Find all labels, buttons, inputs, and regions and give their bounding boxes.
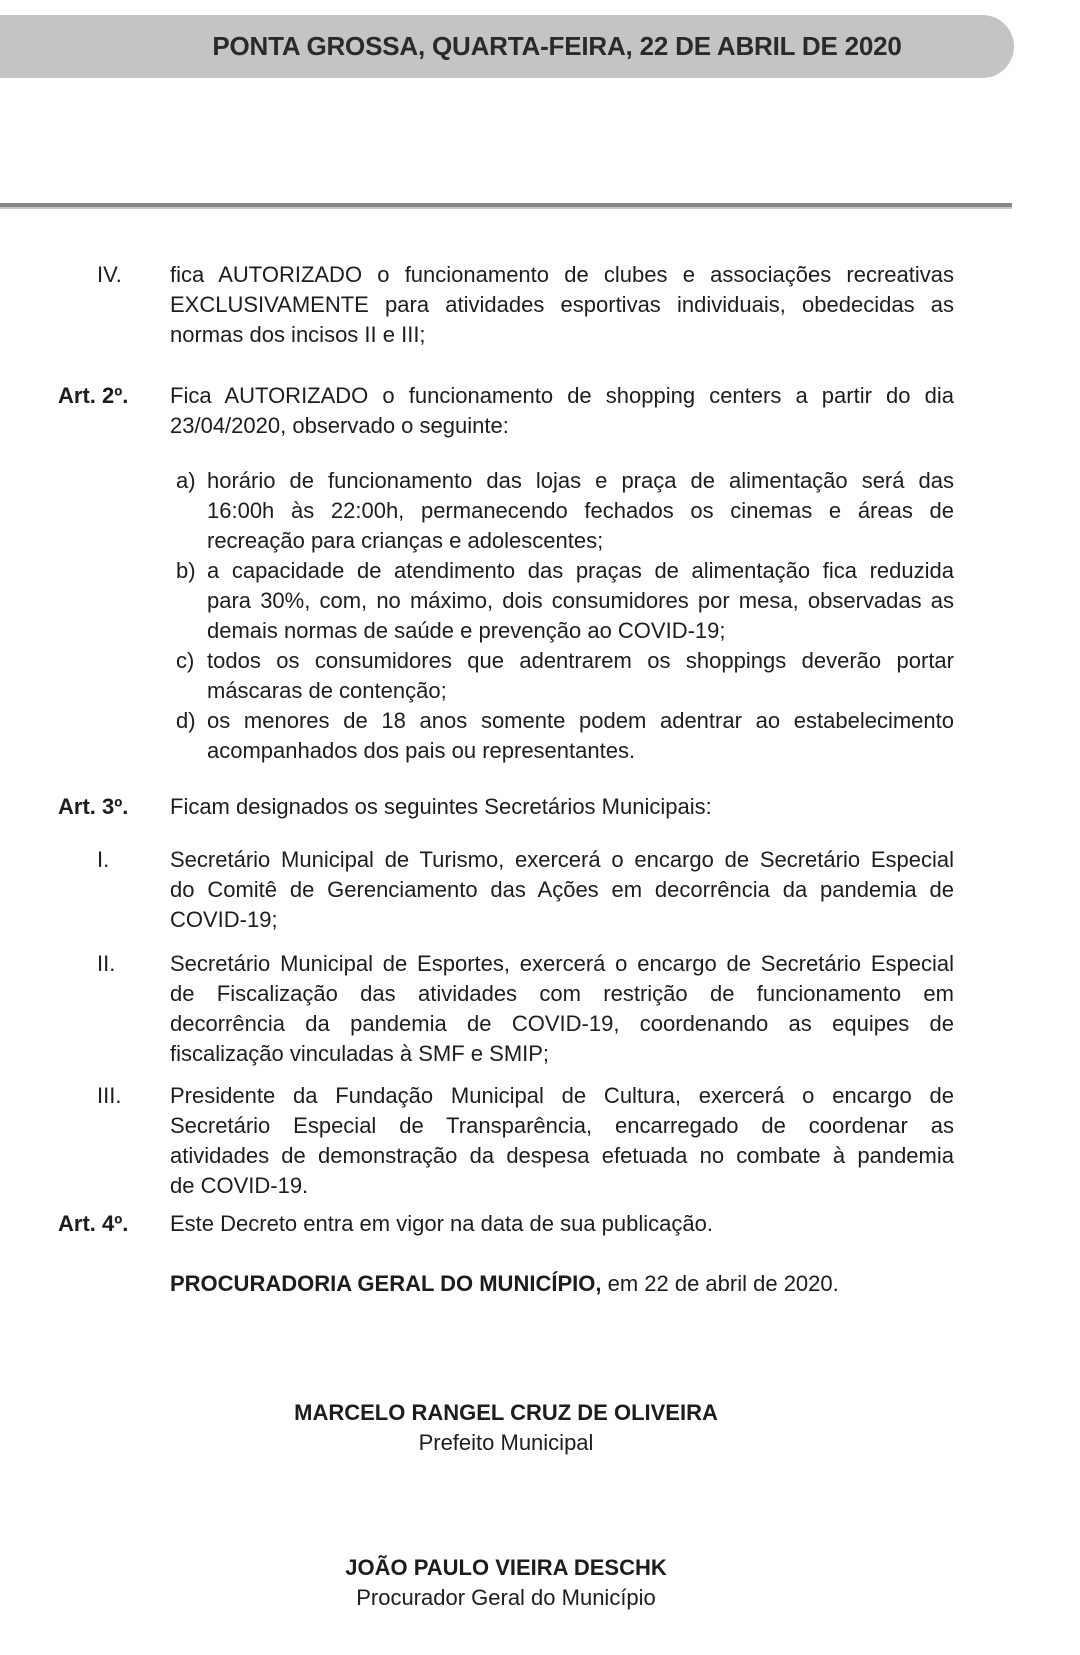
text-line: Presidente da Fundação Municipal de Cultura, exercerá o encargo de (170, 1083, 954, 1108)
procuradoria-line (170, 1269, 1050, 1299)
header-divider-line (0, 203, 1012, 209)
text-line: recreação para crianças e adolescentes; (207, 528, 604, 553)
item-label: II. (97, 951, 116, 976)
text-line: de COVID-19. (170, 1173, 309, 1198)
article-label: Art. 3º. (58, 794, 129, 819)
list-item-a (176, 466, 954, 556)
text-line: EXCLUSIVAMENTE para atividades esportivas individuais, obedecidas as (170, 292, 954, 317)
item-text (207, 466, 954, 556)
text-line: de Fiscalização das atividades com restrição de funcionamento em (170, 981, 954, 1006)
signature-role: Procurador Geral do Município (356, 1585, 656, 1610)
list-item-roman-i (97, 845, 954, 935)
article-label: Art. 2º. (58, 383, 129, 408)
list-item-roman-iv (97, 260, 954, 350)
text-line: atividades de demonstração da despesa efetuada no combate à pandemia (170, 1143, 954, 1168)
item-label: III. (97, 1083, 122, 1108)
item-text (207, 646, 954, 706)
page-title: PONTA GROSSA, QUARTA-FEIRA, 22 DE ABRIL DE 2020 (212, 31, 902, 61)
text-line: 16:00h às 22:00h, permanecendo fechados os cinemas e áreas de (207, 498, 954, 523)
text-line: do Comitê de Gerenciamento das Ações em decorrência da pandemia de (170, 877, 954, 902)
text-line: COVID-19; (170, 907, 278, 932)
text-line: demais normas de saúde e prevenção ao COVID-19; (207, 618, 726, 643)
signature-name: MARCELO RANGEL CRUZ DE OLIVEIRA (294, 1400, 718, 1425)
text-line: máscaras de contenção; (207, 678, 447, 703)
item-label: d) (176, 708, 196, 733)
list-item-d (176, 706, 954, 766)
signature-attorney (0, 1553, 1012, 1613)
item-text (207, 556, 954, 646)
list-item-c (176, 646, 954, 706)
item-label: a) (176, 468, 196, 493)
article-text (170, 1209, 954, 1239)
text-line: a capacidade de atendimento das praças de alimentação fica reduzida (207, 558, 954, 583)
text-line: os menores de 18 anos somente podem adentrar ao estabelecimento (207, 708, 954, 733)
letter-list (176, 466, 954, 766)
text-line: decorrência da pandemia de COVID-19, coordenando as equipes de (170, 1011, 954, 1036)
item-label: c) (176, 648, 195, 673)
procuradoria-date-text: em 22 de abril de 2020. (601, 1271, 839, 1296)
text-line: horário de funcionamento das lojas e praça de alimentação será das (207, 468, 954, 493)
article-4 (58, 1209, 954, 1239)
newspaper-header-bar (0, 15, 1014, 78)
item-text (170, 1081, 954, 1201)
list-item-b (176, 556, 954, 646)
text-line: Ficam designados os seguintes Secretários Municipais: (170, 794, 712, 819)
article-3 (58, 792, 954, 822)
text-line: acompanhados dos pais ou representantes. (207, 738, 636, 763)
signature-mayor (0, 1398, 1012, 1458)
article-2 (58, 381, 954, 441)
article-text (170, 381, 954, 441)
text-line: normas dos incisos II e III; (170, 322, 426, 347)
procuradoria-bold-text: PROCURADORIA GERAL DO MUNICÍPIO, (170, 1271, 602, 1296)
item-label: I. (97, 847, 110, 872)
text-line: Secretário Municipal de Esportes, exercerá o encargo de Secretário Especial (170, 951, 954, 976)
text-line: Fica AUTORIZADO o funcionamento de shopping centers a partir do dia (170, 383, 954, 408)
article-label: Art. 4º. (58, 1211, 129, 1236)
text-line: Secretário Municipal de Turismo, exercerá o encargo de Secretário Especial (170, 847, 954, 872)
article-text (170, 792, 954, 822)
item-text (170, 949, 954, 1069)
text-line: fiscalização vinculadas à SMF e SMIP; (170, 1041, 550, 1066)
text-line: fica AUTORIZADO o funcionamento de clubes e associações recreativas (170, 262, 954, 287)
text-line: para 30%, com, no máximo, dois consumidores por mesa, observadas as (207, 588, 954, 613)
signature-name: JOÃO PAULO VIEIRA DESCHK (345, 1555, 667, 1580)
item-text (170, 260, 954, 350)
text-line: todos os consumidores que adentrarem os shoppings deverão portar (207, 648, 954, 673)
signature-role: Prefeito Municipal (418, 1430, 594, 1455)
text-line: Secretário Especial de Transparência, encarregado de coordenar as (170, 1113, 954, 1138)
item-text (207, 706, 954, 766)
item-label: IV. (97, 262, 122, 287)
item-text (170, 845, 954, 935)
item-label: b) (176, 558, 196, 583)
list-item-roman-ii (97, 949, 954, 1069)
text-line: 23/04/2020, observado o seguinte: (170, 413, 509, 438)
list-item-roman-iii (97, 1081, 954, 1201)
text-line: Este Decreto entra em vigor na data de sua publicação. (170, 1211, 713, 1236)
